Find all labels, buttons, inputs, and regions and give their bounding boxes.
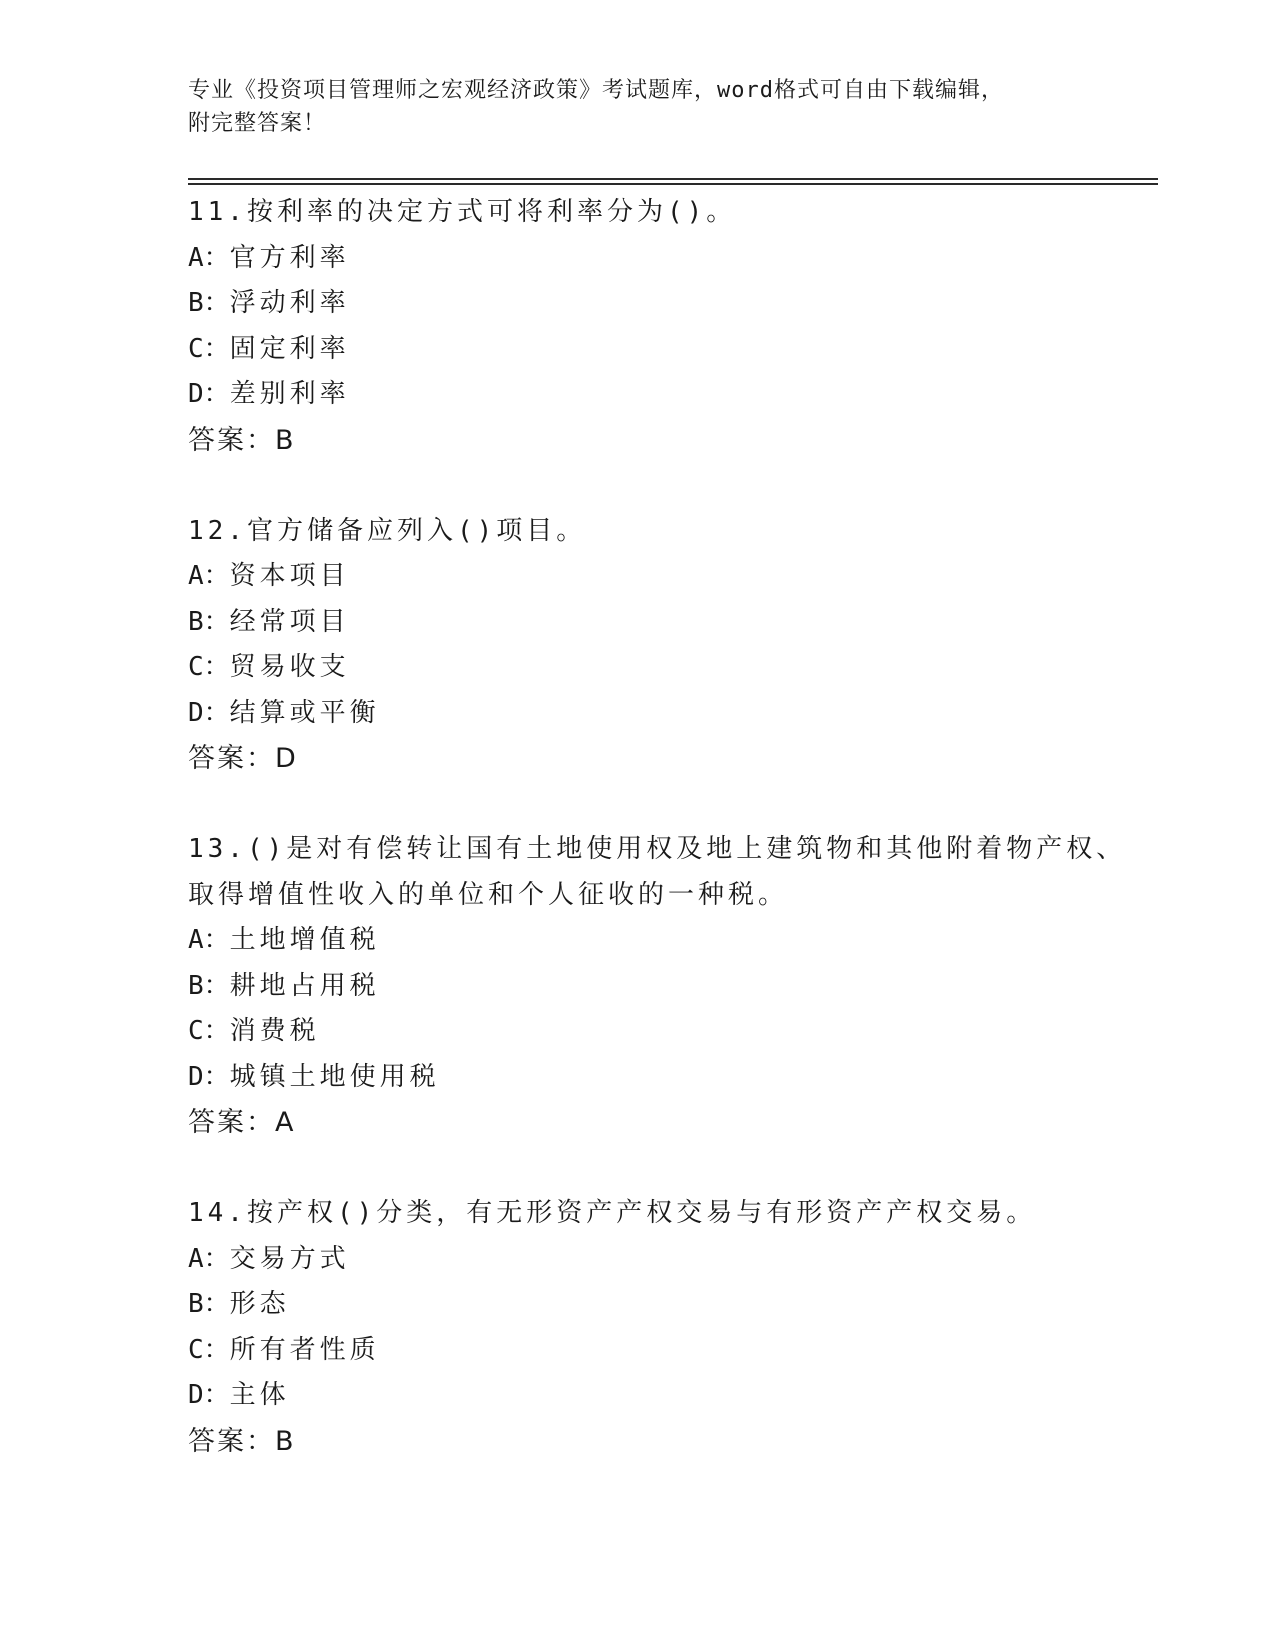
option-letter: A： bbox=[188, 925, 230, 955]
option-b bbox=[188, 600, 1168, 646]
option-text: 消费税 bbox=[229, 1016, 320, 1046]
option-d bbox=[188, 372, 1168, 418]
option-d bbox=[188, 691, 1168, 737]
option-letter: C： bbox=[188, 1334, 230, 1365]
question-14 bbox=[188, 1191, 1168, 1465]
option-text: 交易方式 bbox=[229, 1243, 350, 1274]
option-text: 固定利率 bbox=[229, 333, 350, 364]
option-a bbox=[188, 554, 1168, 600]
header-divider-bottom bbox=[188, 183, 1158, 185]
option-a bbox=[188, 236, 1168, 282]
question-stem-continued: 取得增值性收入的单位和个人征收的一种税。 bbox=[188, 879, 789, 910]
option-c bbox=[188, 327, 1168, 373]
option-letter: A： bbox=[188, 242, 230, 273]
question-stem: 11.按利率的决定方式可将利率分为()。 bbox=[188, 197, 737, 227]
option-text: 形态 bbox=[229, 1289, 290, 1319]
option-letter: B： bbox=[188, 1289, 230, 1319]
answer-line: 答案：A bbox=[188, 1107, 296, 1138]
answer-line: 答案：B bbox=[188, 424, 296, 456]
option-c bbox=[188, 1328, 1168, 1374]
option-letter: A： bbox=[188, 561, 230, 591]
option-b bbox=[188, 964, 1168, 1010]
option-letter: C： bbox=[188, 333, 230, 364]
option-letter: D： bbox=[188, 379, 230, 409]
option-letter: D： bbox=[188, 1061, 230, 1092]
question-12 bbox=[188, 509, 1168, 783]
question-stem: 13.()是对有偿转让国有土地使用权及地上建筑物和其他附着物产权、 bbox=[188, 834, 1127, 864]
option-letter: C： bbox=[188, 1016, 230, 1046]
question-list bbox=[188, 190, 1168, 1510]
answer-line: 答案：B bbox=[188, 1425, 296, 1457]
option-text: 贸易收支 bbox=[229, 652, 350, 682]
header-divider-top bbox=[188, 178, 1158, 180]
option-letter: B： bbox=[188, 970, 230, 1001]
option-a bbox=[188, 918, 1168, 964]
option-letter: A： bbox=[188, 1243, 230, 1274]
option-text: 城镇土地使用税 bbox=[229, 1061, 440, 1092]
option-letter: B： bbox=[188, 288, 230, 318]
question-11 bbox=[188, 190, 1168, 464]
option-text: 差别利率 bbox=[229, 379, 350, 409]
option-text: 经常项目 bbox=[229, 606, 350, 637]
option-letter: D： bbox=[188, 1380, 230, 1410]
header-line-2: 附完整答案！ bbox=[188, 111, 327, 136]
option-c bbox=[188, 645, 1168, 691]
question-stem: 14.按产权()分类，有无形资产产权交易与有形资产产权交易。 bbox=[188, 1198, 1037, 1228]
option-c bbox=[188, 1009, 1168, 1055]
option-letter: B： bbox=[188, 606, 230, 637]
question-13 bbox=[188, 827, 1168, 1146]
option-text: 土地增值税 bbox=[229, 925, 380, 955]
option-text: 浮动利率 bbox=[229, 288, 350, 318]
document-header bbox=[188, 74, 1088, 140]
option-text: 资本项目 bbox=[229, 561, 350, 591]
question-stem: 12.官方储备应列入()项目。 bbox=[188, 515, 587, 546]
header-line-1: 专业《投资项目管理师之宏观经济政策》考试题库，word格式可自由下载编辑， bbox=[188, 78, 1004, 103]
answer-line: 答案：D bbox=[188, 743, 298, 774]
option-letter: C： bbox=[188, 652, 230, 682]
option-text: 结算或平衡 bbox=[229, 697, 380, 728]
option-text: 主体 bbox=[229, 1380, 290, 1410]
option-a bbox=[188, 1237, 1168, 1283]
option-d bbox=[188, 1373, 1168, 1419]
option-text: 耕地占用税 bbox=[229, 970, 380, 1001]
option-b bbox=[188, 281, 1168, 327]
option-b bbox=[188, 1282, 1168, 1328]
option-text: 所有者性质 bbox=[229, 1334, 380, 1365]
option-d bbox=[188, 1055, 1168, 1101]
option-letter: D： bbox=[188, 697, 230, 728]
option-text: 官方利率 bbox=[229, 242, 350, 273]
